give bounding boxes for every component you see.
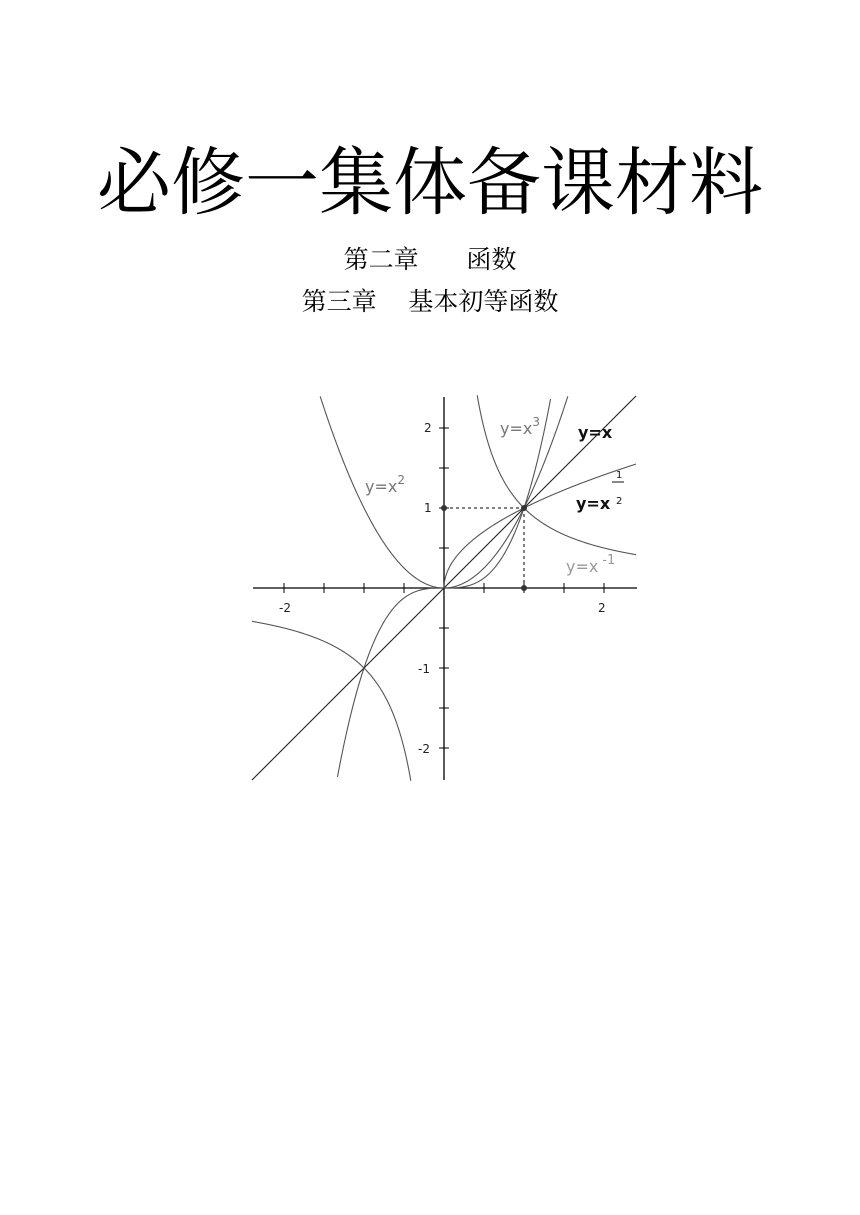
power-functions-figure	[250, 392, 640, 782]
y-tick-label-1: 1	[424, 501, 432, 515]
y-tick-label-neg1: -1	[418, 662, 430, 676]
x-tick-label-neg2: -2	[279, 601, 291, 615]
label-y-x: y=x	[578, 423, 613, 442]
label-y-x2: $y=x^2$	[365, 473, 405, 496]
page-title: 必修一集体备课材料	[97, 140, 763, 226]
power-functions-graph	[250, 392, 640, 782]
label-y-x-half-num: 1	[616, 470, 623, 481]
label-y-x-half-den: 2	[616, 496, 623, 507]
x-tick-label-2: 2	[598, 601, 606, 615]
point-0-1	[441, 505, 447, 511]
point-1-1	[521, 505, 527, 511]
y-tick-label-neg2: -2	[418, 742, 430, 756]
label-y-x-neg1: y=x $^{-1}$	[566, 553, 616, 576]
y-tick-label-2: 2	[424, 421, 432, 435]
chapter-heading-2: 第二章 函数	[343, 245, 517, 274]
label-y-x-half: y=x	[576, 494, 611, 513]
curve-y-x-half	[444, 464, 636, 588]
point-1-0	[521, 585, 527, 591]
chapter-heading-3: 第三章 基本初等函数	[301, 287, 559, 316]
label-y-x3: $y=x^3$	[500, 415, 540, 438]
